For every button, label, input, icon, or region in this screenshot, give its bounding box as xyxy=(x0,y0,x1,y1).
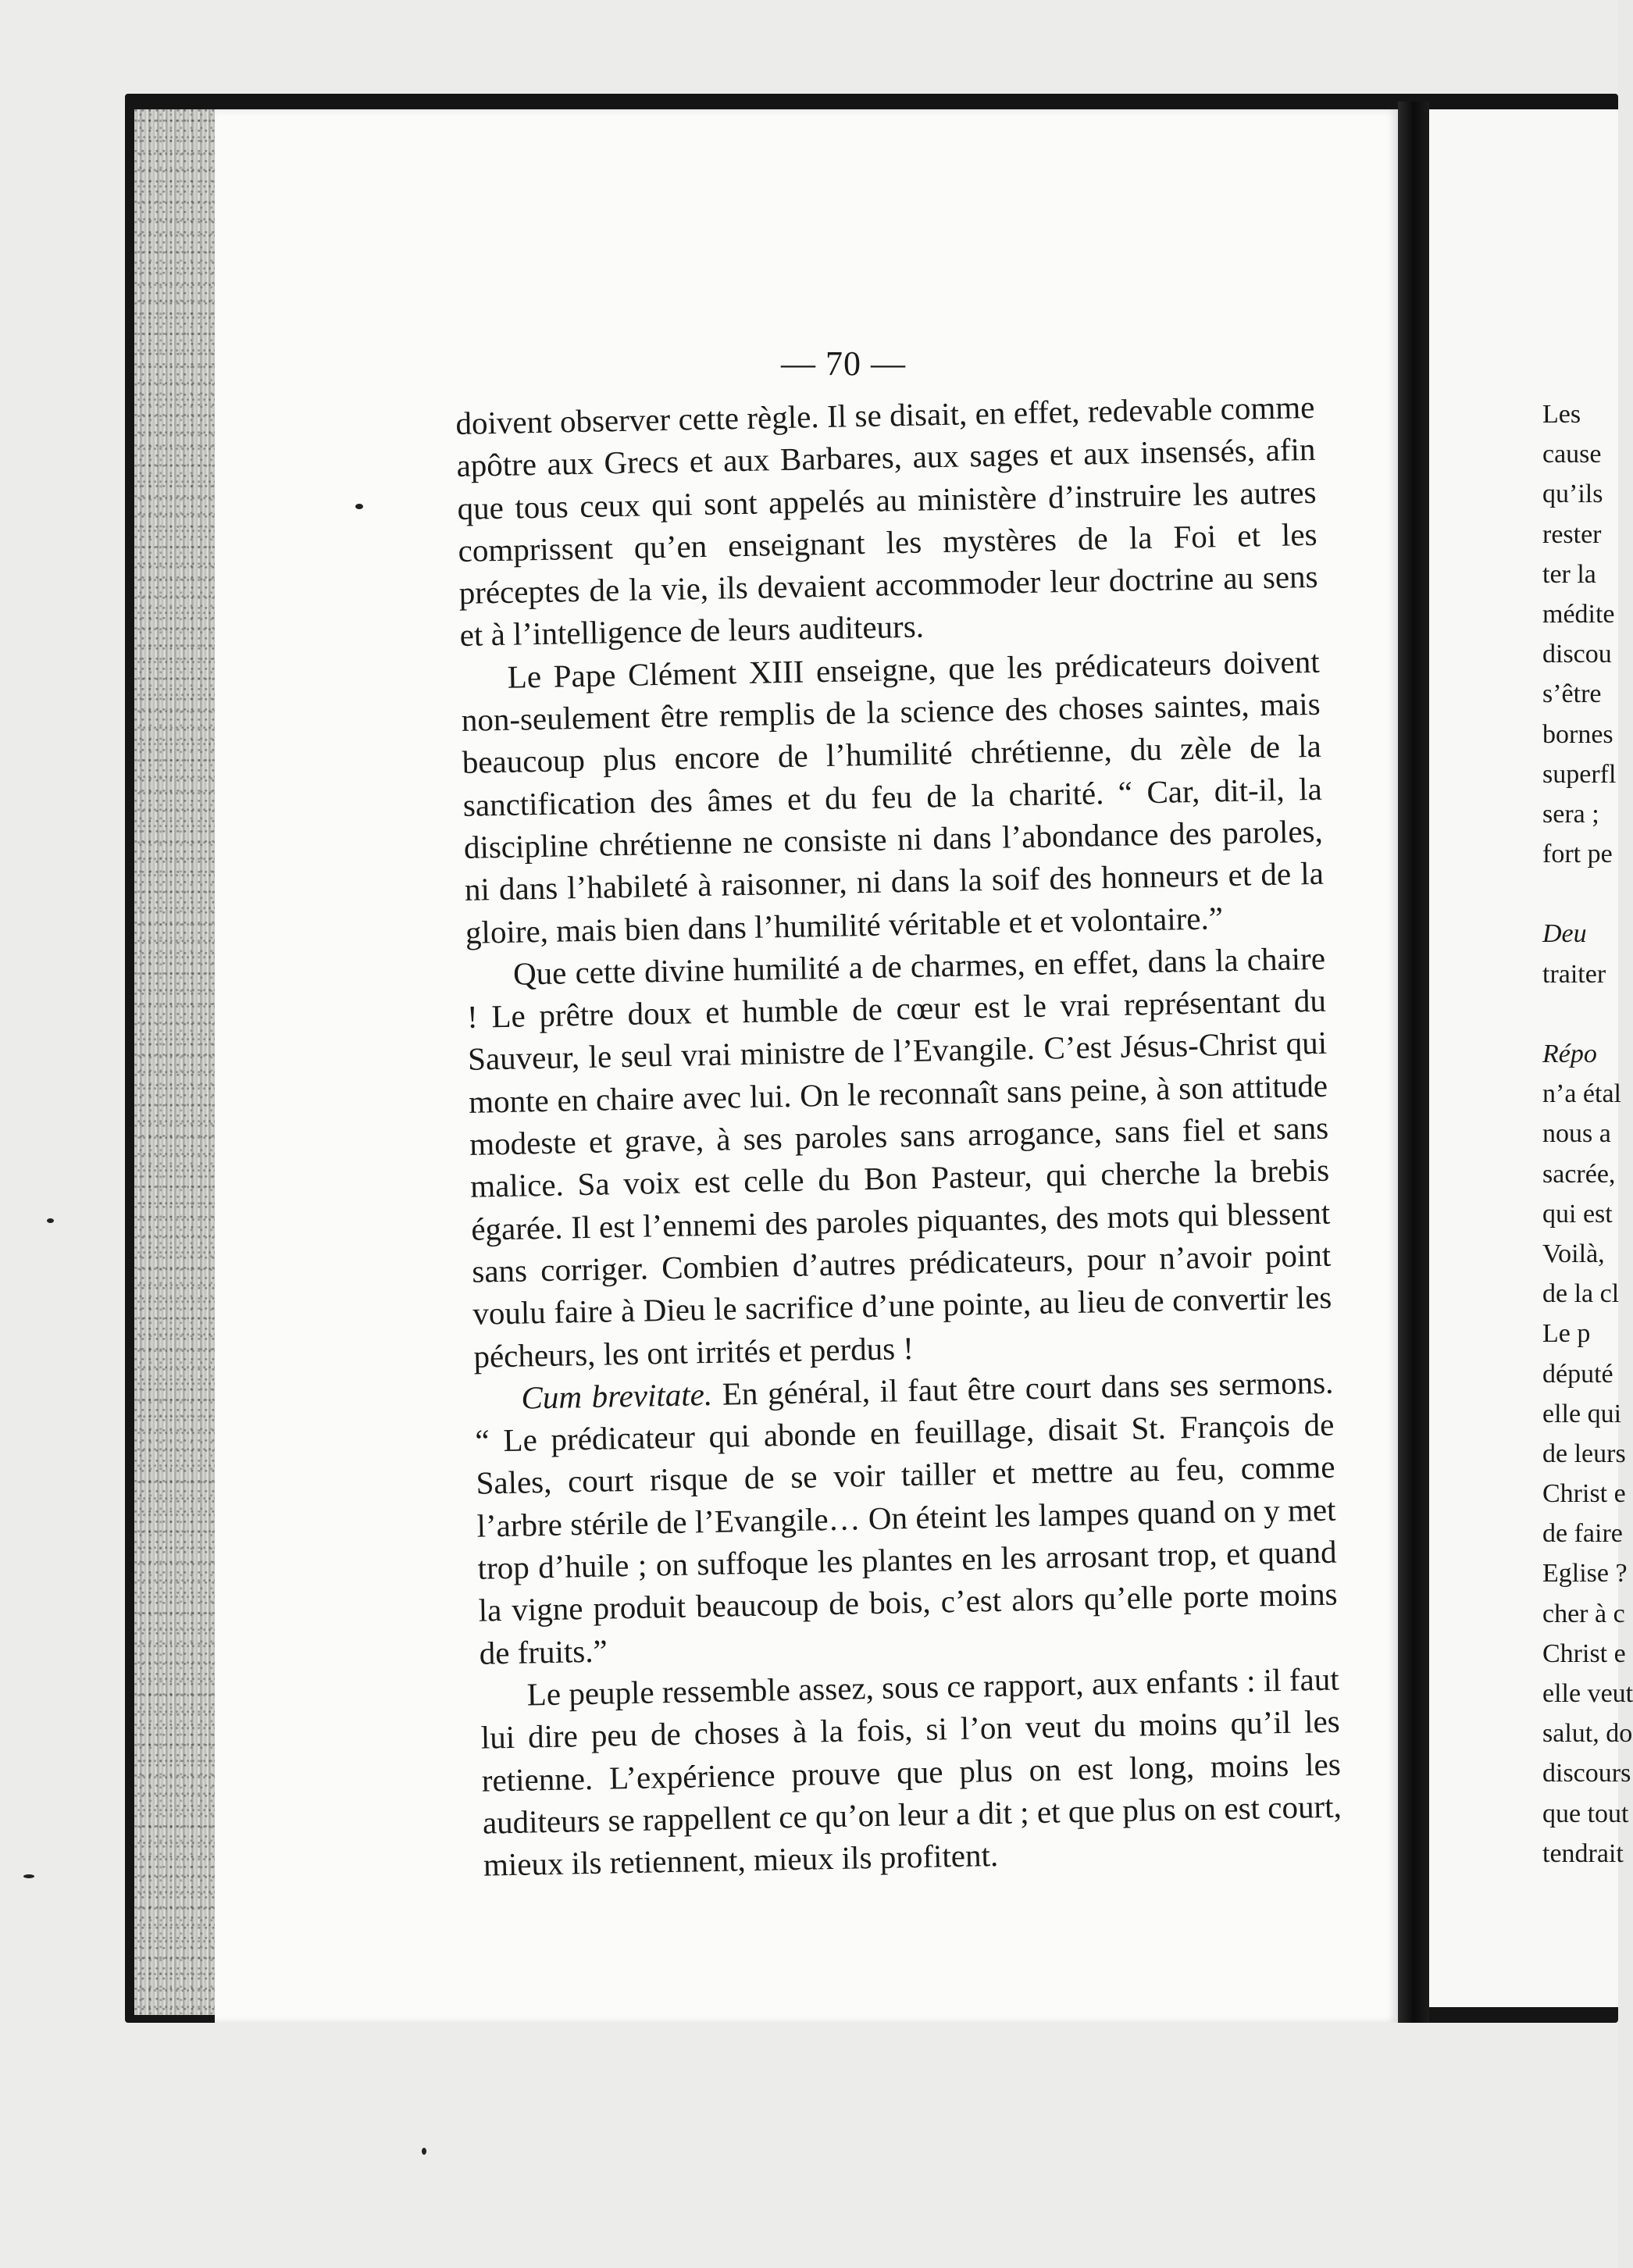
right-page-line: Voilà, xyxy=(1542,1239,1605,1268)
page-number: — 70 — xyxy=(781,344,906,383)
right-page-line: elle veut xyxy=(1542,1679,1633,1708)
right-page-line: Eglise ? xyxy=(1542,1559,1628,1589)
right-page-line: Christ e xyxy=(1542,1479,1626,1509)
dust-speck xyxy=(23,1874,34,1878)
right-page-line: député xyxy=(1542,1359,1613,1389)
right-page-line: sera ; xyxy=(1542,799,1599,829)
right-page-line: qui est xyxy=(1542,1199,1613,1228)
paragraph-3: Que cette divine humilité a de charmes, en effet, dans la chaire ! Le prêtre doux et humble de cœur est le vrai représentant du Sauveur, le seul vrai ministre de l’Evangile. C’est Jésus-Christ qui monte en chaire avec lui. On le reconnaît sans peine, à son attitude modeste et grave, à ses paroles sans arrogance, sans fiel et sans malice. Sa voix est celle du Bon Pasteur, qui cherche la brebis égarée. Il est l’ennemi des paroles piquantes, des mots qui blessent sans corriger. Combien d’autres prédicateurs, pour n’avoir point voulu faire à Dieu le sacrifice d’une pointe, au lieu de convertir les pécheurs, les ont irrités et perdus ! xyxy=(466,940,1332,1375)
right-page-line: superfl xyxy=(1542,759,1617,789)
paragraph-4 xyxy=(474,1360,1339,1674)
right-page-line: de leurs xyxy=(1542,1439,1626,1468)
right-page-line: n’a étal xyxy=(1542,1079,1621,1109)
right-page-line: cause xyxy=(1542,440,1602,469)
right-page-line: Deu xyxy=(1542,919,1587,949)
right-page-text xyxy=(1542,394,1633,1874)
right-page-line: de la cl xyxy=(1542,1279,1620,1309)
right-page-line: tendrait xyxy=(1542,1838,1624,1868)
right-page-line: que tout xyxy=(1542,1799,1629,1828)
right-page-line: salut, do xyxy=(1542,1719,1633,1749)
paragraph-4-text: En général, il faut être court dans ses sermons. “ Le prédicateur qui abonde en feuillage, disait St. François de Sales, court risque de se voir tailler et mettre au feu, comme l’arbre stérile de l’Evangile… On éteint les lampes quand on y met trop d’huile ; on suffoque les plantes en les arrosant trop, et quand la vigne produit beaucoup de bois, c’est alors qu’elle porte moins de fruits.” xyxy=(475,1364,1338,1671)
right-page-line: qu’ils xyxy=(1542,480,1603,509)
right-page-line: elle qui xyxy=(1542,1399,1622,1428)
right-page-line: traiter xyxy=(1542,959,1606,989)
right-page-line: bornes xyxy=(1542,719,1613,749)
page-body xyxy=(455,386,1342,1886)
right-page-line: cher à c xyxy=(1542,1599,1625,1628)
dust-speck xyxy=(355,504,363,509)
paragraph-1: doivent observer cette règle. Il se disait, en effet, redevable comme apôtre aux Grecs et aux Barbares, aux sages et aux insensés, afin que tous ceux qui sont appelés au ministère d’instruire les autres comprissent qu’en enseignant les mystères de la Foi et les préceptes de la vie, ils devaient accommoder leur doctrine au sens et à l’intelligence de leurs auditeurs. xyxy=(455,388,1318,654)
right-page-line: de faire xyxy=(1542,1519,1623,1549)
right-page-line: Répo xyxy=(1542,1040,1597,1068)
right-page-line: ter la xyxy=(1542,559,1596,589)
latin-lead: Cum brevitate. xyxy=(521,1375,713,1416)
paragraph-5: Le peuple ressemble assez, sous ce rapport, aux enfants : il faut lui dire peu de choses à la fois, si l’on veut du moins qu’il les retienne. L’expérience prouve que plus on est long, moins les auditeurs se rappellent ce qu’on leur a dit ; et que plus on est court, mieux ils retiennent, mieux ils profitent. xyxy=(480,1660,1342,1883)
right-page-line: médite xyxy=(1542,599,1615,629)
right-page-line: discou xyxy=(1542,640,1612,669)
dust-speck xyxy=(422,2148,426,2155)
right-page-line xyxy=(1542,994,1628,1034)
right-page-line: fort pe xyxy=(1542,840,1613,869)
book-gutter xyxy=(1398,102,1429,2023)
right-page-line: sacrée, xyxy=(1542,1159,1616,1189)
paragraph-2: Le Pape Clément XIII enseigne, que les prédicateurs doivent non-seulement être remplis de la science des choses saintes, mais beaucoup plus encore de l’humilité chrétienne, du zèle de la sanctification des âmes et du feu de la charité. “ Car, dit-il, la discipline chrétienne ne consiste ni dans l’abondance des paroles, ni dans l’habileté à raisonner, ni dans la soif des honneurs et de la gloire, mais bien dans l’humilité véritable et et volontaire.” xyxy=(461,643,1325,950)
right-page-line: nous a xyxy=(1542,1119,1611,1149)
dust-speck xyxy=(47,1218,54,1223)
right-page-line: Christ e xyxy=(1542,1639,1626,1668)
right-page-line: Les xyxy=(1542,400,1581,429)
right-page-line: s’être xyxy=(1542,679,1602,709)
right-page-line: Le p xyxy=(1542,1319,1591,1349)
right-page-line xyxy=(1542,874,1628,914)
right-page-line: discours xyxy=(1542,1759,1631,1788)
right-page-line: rester xyxy=(1542,519,1602,549)
